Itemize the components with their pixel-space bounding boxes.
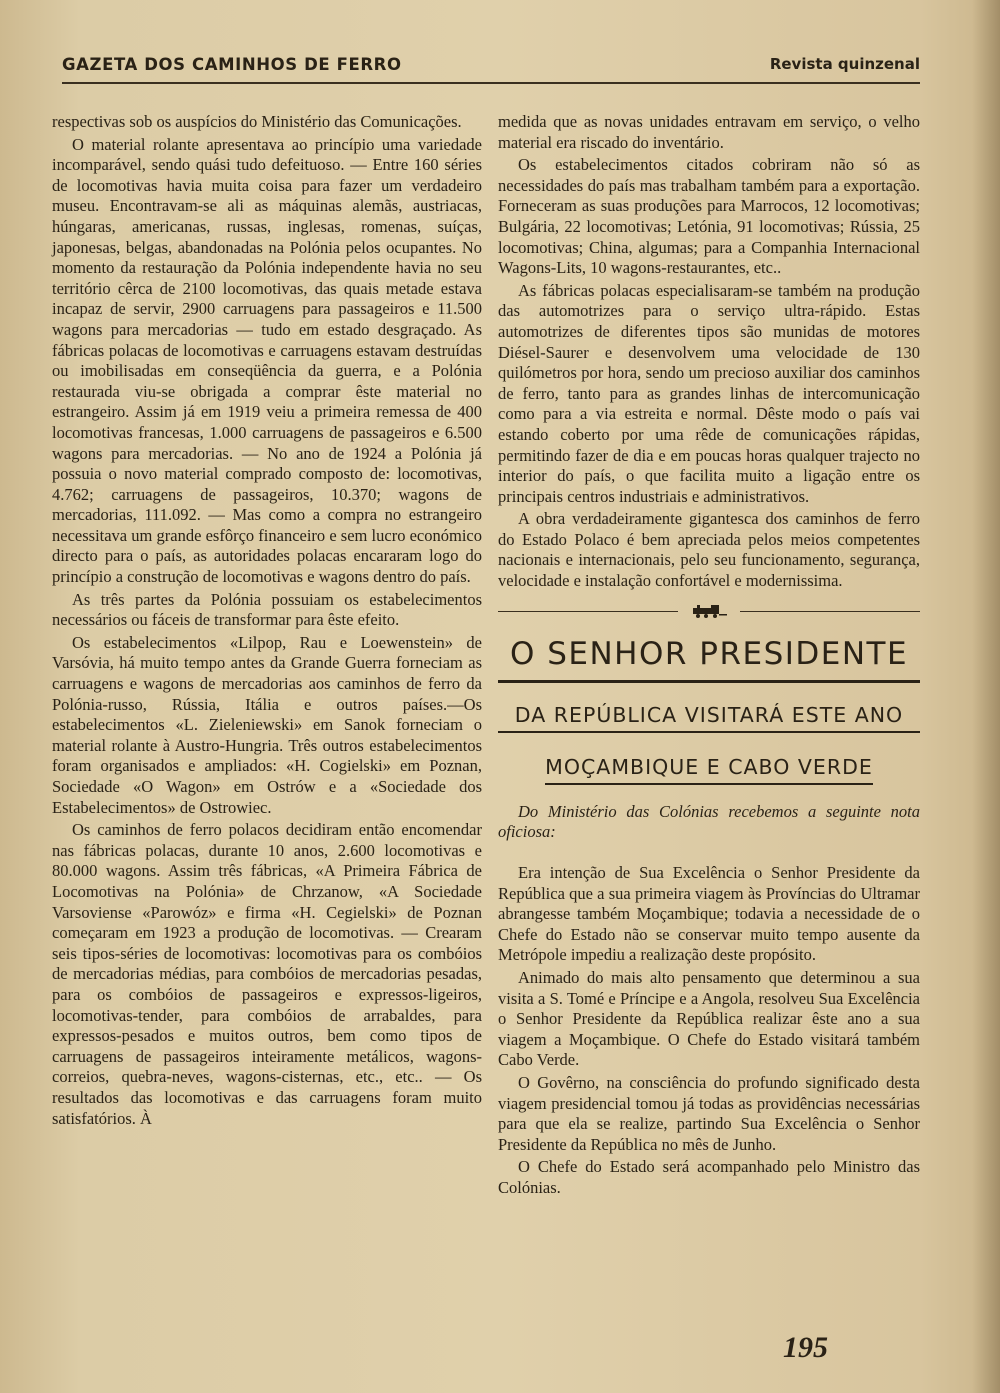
article-paragraph: O Govêrno, na consciência do profundo significado desta viagem presidencial tomou já todas as providências necessárias para que ela se realize, partindo Sua Excelência o Senhor Presidente da República no mês de Junho. xyxy=(498,1072,920,1154)
paragraph: As fábricas polacas especialisaram-se também na produção das automotrizes para o serviço ultra-rápido. Estas automotrizes de diferentes tipos são munidas de motores Diésel-Saurer e desenvolvem uma velocidade de 130 quilómetros por hora, sendo um precioso auxiliar dos caminhos de ferro, tanto para as grandes linhas de intercomunicação como para a via estreita e normal. Dêste modo o país vai estando coberto por uma rêde de comunicações rápidas, permitindo fazer de dia e em poucas horas qualquer trajecto no interior do país, o que facilita muito a ligação entre os principais centros industriais e administrativos. xyxy=(498,280,920,506)
page-number: 195 xyxy=(783,1331,828,1364)
paragraph: medida que as novas unidades entravam em serviço, o velho material era riscado do inventário. xyxy=(498,112,920,152)
paragraph: O material rolante apresentava ao princípio uma variedade incomparável, sendo quási tudo defeituoso. — Entre 160 séries de locomotivas havia muita coisa para fazer um verdadeiro museu. Encontravam-se ali as máquinas alemãs, austriacas, húngaras, americanas, russas, inglesas, romenas, suíças, japonesas, belgas, abandonadas na Polónia pelos ocupantes. No momento da restauração da Polónia independente havia no seu território cêrca de 2100 locomotivas, das quais metade estava incapaz de servir, 2900 carruagens para passageiros e 11.500 wagons para mercadorias — tudo em estado desgraçado. As fábricas polacas de locomotivas e carruagens estavam destruídas ou imobilisadas em conseqüência da guerra, e a Polónia restaurada viu-se obrigada a comprar êste material no estrangeiro. Assim já em 1919 veiu a primeira remessa de 400 locomotivas francesas, 1.000 carruagens de passageiros e 6.500 wagons para mercadorias. — No ano de 1924 a Polónia já possuia o novo material comprado composto de: locomotivas, 4.762; carruagens de passageiros, 10.370; wagons de mercadorias, 111.092. — Mas como a compra no estrangeiro necessitava um grande esfôrço financeiro e sem lucro económico directo para o país, as autoridades polacas encararam logo do princípio a construção de locomotivas e wagons dentro do país. xyxy=(52,134,482,587)
article-paragraph: O Chefe do Estado será acompanhado pelo Ministro das Colónias. xyxy=(498,1157,920,1197)
article-paragraph: Era intenção de Sua Excelência o Senhor Presidente da República que a sua primeira viagem às Províncias do Ultramar abrangesse também Moçambique; todavia a necessidade de o Chefe do Estado não se conservar muito tempo ausente da Metrópole impediu a realização deste propósito. xyxy=(498,863,920,965)
subheadline-rule xyxy=(498,731,920,733)
article-paragraph: Animado do mais alto pensamento que determinou a sua visita a S. Tomé e Príncipe e a Angola, resolveu Sua Excelência o Senhor Presidente da República realizar êste ano a sua viagem a Moçambique. O Chefe do Estado visitará também Cabo Verde. xyxy=(498,968,920,1070)
paragraph: As três partes da Polónia possuiam os estabelecimentos necessários ou fáceis de transformar para êste efeito. xyxy=(52,589,482,630)
section-divider xyxy=(498,600,920,624)
paragraph: Os estabelecimentos «Lilpop, Rau e Loewenstein» de Varsóvia, há muito tempo antes da Grande Guerra forneciam as carruagens e wagons de mercadorias aos caminhos de ferro da Polónia-russo, Rússia, Itália e outros países.—Os estabelecimentos «L. Zieleniewski» em Sanok forneciam o material rolante à Austro-Hungria. Três outros estabelecimentos foram organisados e ampliados: «H. Cogielski» em Poznan, Sociedade «O Wagon» em Ostrów e a «Sociedade dos Estabelecimentos» de Ostrowiec. xyxy=(52,632,482,817)
divider-line-left xyxy=(498,611,678,612)
right-column xyxy=(498,112,920,1199)
paragraph: Os estabelecimentos citados cobriram não só as necessidades do país mas trabalham também para a exportação. Forneceram as suas produções para Marrocos, 12 locomotivas; Bulgária, 22 locomotivas; Letónia, 91 locomotivas; Rússia, 25 locomotivas; China, algumas; para a Companhia Internacional Wagons-Lits, 10 wagons-restaurantes, etc.. xyxy=(498,155,920,278)
article-intro: Do Ministério das Colónias recebemos a seguinte nota oficiosa: xyxy=(498,801,920,842)
paragraph: Os caminhos de ferro polacos decidiram então encomendar nas fábricas polacas, durante 10 anos, 2.600 locomotivas e 80.000 wagons. Assim três fábricas, «A Primeira Fábrica de Locomotivas na Polónia» de Chrzanow, «A Sociedade Varsoviense «Parowóz» e firma «H. Cegielski» de Poznan começaram em 1923 a produção de locomotivas. — Crearam seis tipos-séries de locomotivas: locomotivas para os combóios de mercadorias médias, para combóios de mercadorias pesadas, para os combóios de passageiros e expressos-ligeiros, locomotivas-tender, para combóios de arrabaldes, para expressos-pesados e muitos outros, bem como tipos de carruagens de passageiros inteiramente metálicos, wagons-correios, quebra-neves, wagons-cisternas, etc., etc.. — Os resultados das locomotivas e das carruagens foram muito satisfatórios. À xyxy=(52,820,482,1128)
paragraph: respectivas sob os auspícios do Ministério das Comunicações. xyxy=(52,112,462,131)
divider-line-right xyxy=(740,611,920,612)
page-header xyxy=(62,52,920,84)
article-headline: O SENHOR PRESIDENTE xyxy=(509,635,909,672)
article-destinations xyxy=(498,757,920,778)
paragraph: A obra verdadeiramente gigantesca dos caminhos de ferro do Estado Polaco é bem apreciada pelos meios competentes nacionais e internacionais, pelo seu funcionamento, segurança, velocidade e instalação confortável e modernissima. xyxy=(498,509,920,591)
headline-rule xyxy=(498,680,920,683)
destinations-text: MOÇAMBIQUE E CABO VERDE xyxy=(545,755,873,785)
locomotive-icon xyxy=(689,604,729,618)
left-column xyxy=(52,112,482,1129)
magazine-frequency: Revista quinzenal xyxy=(769,55,920,73)
article-subheadline: DA REPÚBLICA VISITARÁ ESTE ANO xyxy=(514,702,904,727)
magazine-title: GAZETA DOS CAMINHOS DE FERRO xyxy=(62,54,402,74)
